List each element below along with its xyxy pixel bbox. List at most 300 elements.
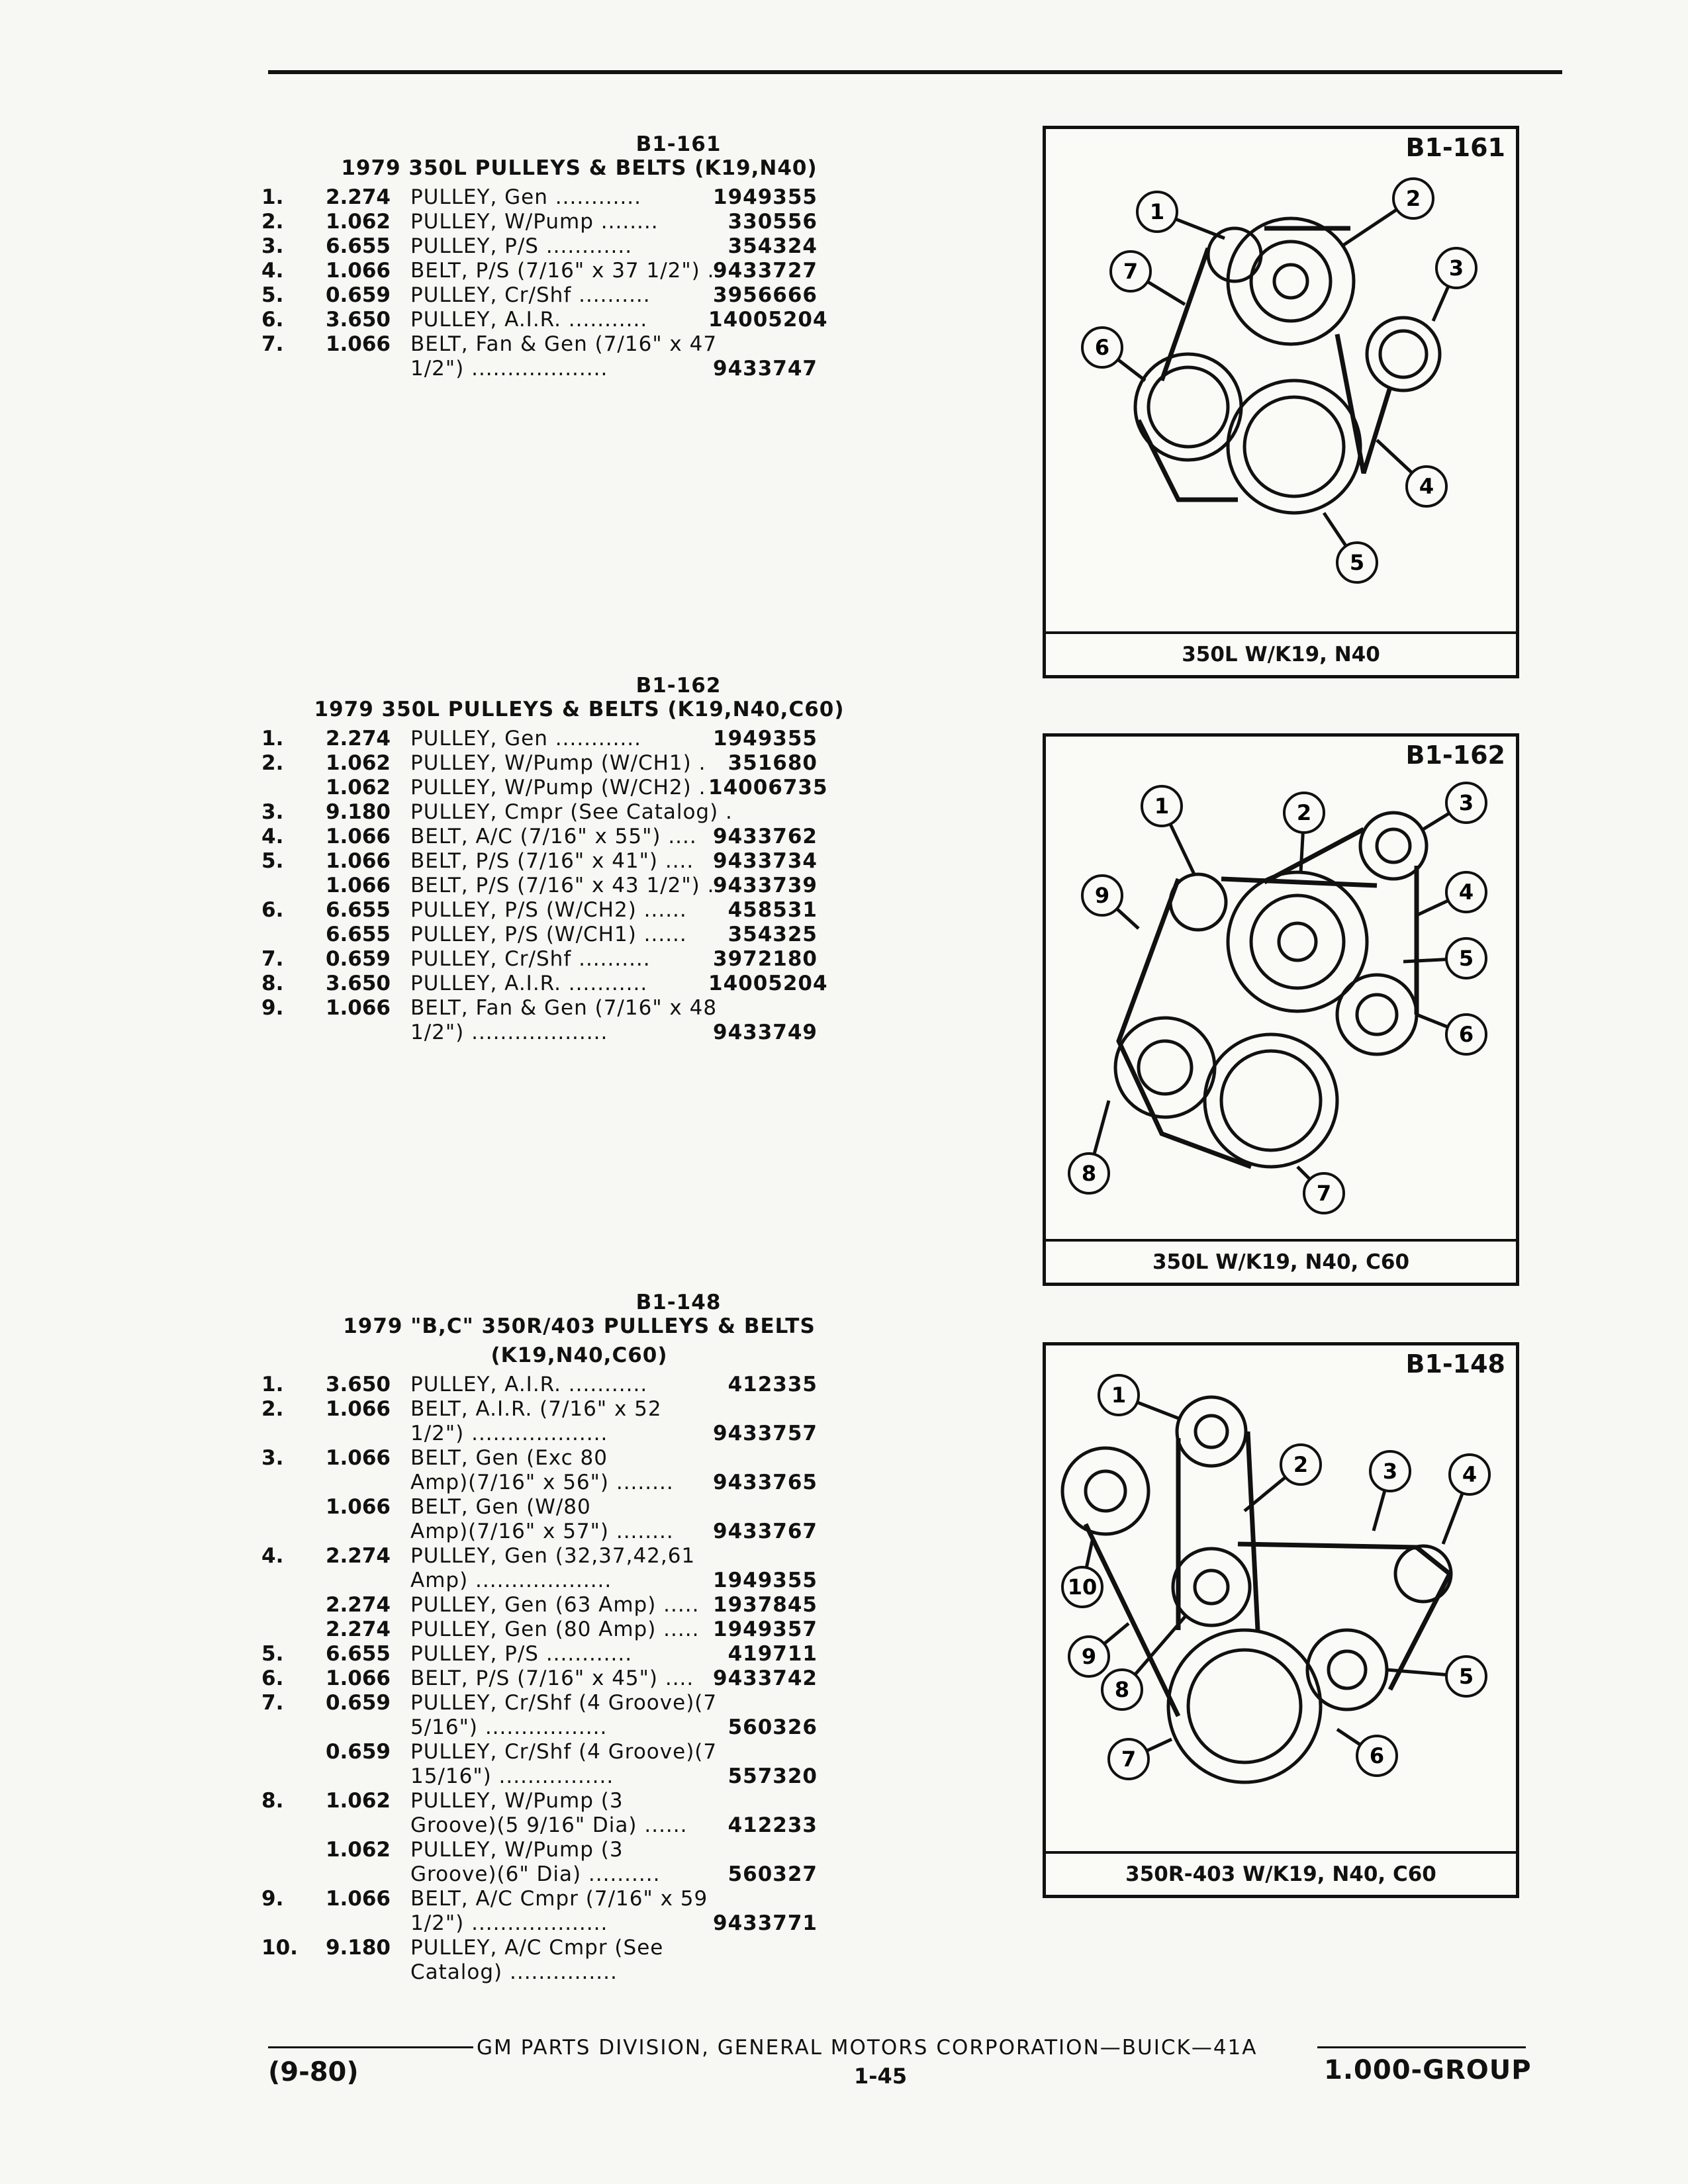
part-number (708, 1887, 818, 1911)
part-description: BELT, P/S (7/16" x 37 1/2") . (410, 259, 715, 283)
part-number: 14006735 (708, 776, 828, 799)
item-number: 7. (261, 332, 284, 356)
quantity-code (318, 1862, 410, 1887)
part-description: 1/2") ................... (410, 1911, 608, 1935)
callout-label: 3 (1382, 1459, 1398, 1484)
item-number: 10. (261, 1936, 298, 1960)
item-number: 5. (261, 1642, 284, 1666)
parts-section-b1-162 (261, 674, 897, 1045)
part-number: 560326 (727, 1715, 818, 1739)
footer-rule-left (268, 2046, 473, 2048)
water-pump-pulley (1173, 1549, 1250, 1625)
part-row (261, 1397, 897, 1422)
callout-label: 3 (1458, 790, 1474, 815)
item-number: 3. (261, 1446, 284, 1470)
callout-label: 5 (1458, 946, 1474, 971)
quantity-code (318, 1715, 410, 1740)
part-row (261, 1593, 897, 1617)
footer-rule-right (1317, 2046, 1526, 2048)
part-number: 412335 (727, 1373, 818, 1396)
callout-label: 7 (1316, 1181, 1332, 1206)
part-row (261, 1936, 897, 1960)
item-number: 9. (261, 1887, 284, 1911)
quantity-code: 1.066 (325, 874, 391, 897)
section-title: 1979 350L PULLEYS & BELTS (K19,N40,C60) (314, 698, 845, 721)
item-number (261, 1422, 318, 1446)
part-description: BELT, P/S (7/16" x 45") .... (410, 1666, 694, 1690)
callout-3 (1446, 783, 1486, 823)
part-number: 3972180 (713, 947, 818, 971)
item-number (261, 1715, 318, 1740)
item-number: 1. (261, 185, 284, 209)
part-description: Amp) ................... (410, 1569, 612, 1592)
part-description: Groove)(5 9/16" Dia) ...... (410, 1813, 688, 1837)
pulley-diagram (1046, 737, 1516, 1240)
part-row (261, 898, 897, 923)
part-description: PULLEY, W/Pump (W/CH1) . (410, 751, 706, 775)
parts-list (261, 185, 897, 381)
part-row (261, 259, 897, 283)
item-number: 6. (261, 1666, 284, 1690)
item-number (261, 1495, 318, 1520)
item-number: 2. (261, 751, 284, 775)
item-number (261, 874, 318, 898)
part-description: PULLEY, W/Pump (3 (410, 1789, 624, 1813)
part-row (261, 947, 897, 972)
parts-section-b1-161 (261, 132, 897, 381)
item-number (261, 357, 318, 381)
part-number (708, 1960, 818, 1985)
belt (1238, 1544, 1450, 1690)
part-row (261, 874, 897, 898)
part-row (261, 1642, 897, 1666)
figure-caption: 350R-403 W/K19, N40, C60 (1046, 1851, 1516, 1895)
part-description: BELT, Fan & Gen (7/16" x 47 (410, 332, 718, 356)
quantity-code: 9.180 (325, 1936, 391, 1960)
part-number: 9433765 (713, 1471, 818, 1494)
callout-4 (1450, 1455, 1489, 1494)
quantity-code: 3.650 (325, 308, 391, 332)
callout-6 (1357, 1736, 1397, 1776)
power-steering-pulley (1367, 318, 1440, 390)
callout-label: 6 (1369, 1743, 1385, 1768)
part-description: BELT, Gen (Exc 80 (410, 1446, 608, 1470)
part-description: BELT, A/C (7/16" x 55") .... (410, 825, 697, 848)
part-description: PULLEY, Gen (63 Amp) ..... (410, 1593, 700, 1617)
quantity-code (318, 1813, 410, 1838)
section-subtitle: (K19,N40,C60) (491, 1343, 668, 1367)
quantity-code: 6.655 (325, 1642, 391, 1666)
part-row (261, 1617, 897, 1642)
crankshaft-pulley (1205, 1034, 1337, 1167)
callout-label: 8 (1081, 1161, 1097, 1186)
part-description: PULLEY, P/S (W/CH1) ...... (410, 923, 687, 946)
quantity-code: 9.180 (325, 800, 391, 824)
part-row-continuation (261, 1764, 897, 1789)
part-number: 9433749 (713, 1021, 818, 1044)
callout-label: 2 (1296, 800, 1312, 825)
callout-7 (1304, 1173, 1344, 1213)
quantity-code: 0.659 (325, 1740, 391, 1764)
figure-caption: 350L W/K19, N40, C60 (1046, 1239, 1516, 1283)
callout-label: 7 (1121, 1747, 1137, 1772)
part-row-continuation (261, 1960, 897, 1985)
part-number: 9433734 (713, 849, 818, 873)
part-description: PULLEY, Cr/Shf .......... (410, 947, 651, 971)
item-number: 2. (261, 1397, 284, 1421)
figure-b1-162 (1043, 733, 1519, 1286)
item-number: 8. (261, 972, 284, 995)
item-number (261, 1813, 318, 1838)
callout-3 (1436, 248, 1476, 288)
part-description: PULLEY, Gen ............ (410, 727, 642, 751)
callout-6 (1082, 328, 1122, 367)
callout-label: 1 (1111, 1383, 1127, 1408)
part-row (261, 751, 897, 776)
part-description: 15/16") ................ (410, 1764, 614, 1788)
part-row (261, 776, 897, 800)
callout-9 (1082, 876, 1122, 915)
part-row-continuation (261, 1422, 897, 1446)
item-number (261, 1471, 318, 1495)
crankshaft-pulley (1228, 381, 1360, 513)
part-row (261, 1446, 897, 1471)
part-row (261, 1740, 897, 1764)
part-number: 1949355 (713, 185, 818, 209)
callout-1 (1099, 1375, 1139, 1415)
part-row (261, 1544, 897, 1569)
part-description: PULLEY, A.I.R. ........... (410, 1373, 648, 1396)
part-description: PULLEY, Cr/Shf .......... (410, 283, 651, 307)
item-number (261, 1569, 318, 1593)
part-number (708, 1789, 818, 1813)
part-number: 560327 (727, 1862, 818, 1886)
item-number (261, 1520, 318, 1544)
section-title: 1979 "B,C" 350R/403 PULLEYS & BELTS (343, 1314, 816, 1338)
part-description: PULLEY, Cmpr (See Catalog) . (410, 800, 733, 824)
part-number (708, 1397, 818, 1422)
quantity-code: 1.062 (325, 776, 391, 799)
quantity-code: 1.066 (325, 1666, 391, 1690)
parts-section-b1-148 (261, 1291, 897, 1985)
quantity-code: 1.062 (325, 210, 391, 234)
callout-5 (1337, 543, 1377, 582)
quantity-code (318, 1471, 410, 1495)
item-number: 6. (261, 898, 284, 922)
callout-8 (1069, 1154, 1109, 1193)
item-number: 5. (261, 283, 284, 307)
quantity-code (318, 1569, 410, 1593)
part-description: PULLEY, Gen (80 Amp) ..... (410, 1617, 700, 1641)
water-pump-pulley (1228, 218, 1354, 344)
item-number (261, 1838, 318, 1862)
callout-10 (1062, 1567, 1102, 1607)
callout-label: 5 (1458, 1664, 1474, 1689)
quantity-code: 1.066 (325, 1446, 391, 1470)
callout-label: 6 (1094, 335, 1110, 360)
callout-label: 6 (1458, 1022, 1474, 1047)
part-number: 1949355 (713, 1569, 818, 1592)
part-description: BELT, Gen (W/80 (410, 1495, 591, 1519)
callout-5 (1446, 938, 1486, 978)
part-description: BELT, P/S (7/16" x 41") .... (410, 849, 694, 873)
part-number (708, 1838, 818, 1862)
part-number (708, 1495, 818, 1520)
crankshaft-pulley (1168, 1630, 1321, 1782)
figure-b1-161 (1043, 126, 1519, 678)
part-description: PULLEY, Cr/Shf (4 Groove)(7 (410, 1691, 718, 1715)
part-description: PULLEY, P/S (W/CH2) ...... (410, 898, 687, 922)
part-number: 1949357 (713, 1617, 818, 1641)
part-row (261, 1887, 897, 1911)
callout-7 (1109, 1739, 1149, 1779)
callout-label: 4 (1419, 474, 1434, 499)
callout-8 (1102, 1670, 1142, 1709)
quantity-code: 6.655 (325, 234, 391, 258)
part-row (261, 800, 897, 825)
quantity-code: 1.062 (325, 751, 391, 775)
part-number: 412233 (727, 1813, 818, 1837)
part-number: 1937845 (713, 1593, 818, 1617)
part-number: 354324 (727, 234, 818, 258)
part-row-continuation (261, 357, 897, 381)
part-row-continuation (261, 1911, 897, 1936)
part-row (261, 185, 897, 210)
part-row (261, 727, 897, 751)
quantity-code (318, 1911, 410, 1936)
part-description: PULLEY, W/Pump ........ (410, 210, 659, 234)
part-number: 9433757 (713, 1422, 818, 1445)
part-number: 9433767 (713, 1520, 818, 1543)
part-row-continuation (261, 1569, 897, 1593)
item-number: 6. (261, 308, 284, 332)
callout-label: 4 (1458, 880, 1474, 905)
quantity-code: 2.274 (325, 1593, 391, 1617)
item-number (261, 1021, 318, 1045)
part-row (261, 1691, 897, 1715)
item-number (261, 1740, 318, 1764)
part-number: 14005204 (708, 308, 828, 332)
part-description: BELT, P/S (7/16" x 43 1/2") . (410, 874, 715, 897)
quantity-code (318, 1021, 410, 1045)
part-description: 1/2") ................... (410, 357, 608, 381)
part-description: PULLEY, A.I.R. ........... (410, 972, 648, 995)
quantity-code: 0.659 (325, 1691, 391, 1715)
quantity-code (318, 1960, 410, 1985)
part-number: 1949355 (713, 727, 818, 751)
quantity-code: 1.066 (325, 996, 391, 1020)
part-number: 9433771 (713, 1911, 818, 1935)
callout-4 (1446, 872, 1486, 912)
belt (1162, 228, 1390, 473)
item-number (261, 1593, 318, 1617)
part-number (708, 1691, 818, 1715)
part-row (261, 308, 897, 332)
part-number: 9433742 (713, 1666, 818, 1690)
quantity-code: 1.066 (325, 849, 391, 873)
footer-group: 1.000-GROUP (1324, 2055, 1532, 2085)
item-number (261, 776, 318, 800)
part-row (261, 972, 897, 996)
item-number: 3. (261, 234, 284, 258)
part-row (261, 1789, 897, 1813)
part-row (261, 849, 897, 874)
item-number (261, 923, 318, 947)
callout-label: 3 (1448, 255, 1464, 281)
part-description: PULLEY, Gen (32,37,42,61 (410, 1544, 696, 1568)
part-description: PULLEY, P/S ............ (410, 234, 633, 258)
figure-b1-148 (1043, 1342, 1519, 1898)
part-description: PULLEY, A/C Cmpr (See (410, 1936, 664, 1960)
part-number (708, 800, 818, 825)
quantity-code: 1.062 (325, 1789, 391, 1813)
part-description: 5/16") ................. (410, 1715, 608, 1739)
part-description: 1/2") ................... (410, 1422, 608, 1445)
callout-label: 2 (1405, 186, 1421, 211)
part-description: 1/2") ................... (410, 1021, 608, 1044)
callout-1 (1137, 192, 1177, 232)
part-description: PULLEY, W/Pump (W/CH2) . (410, 776, 706, 799)
callout-4 (1407, 467, 1446, 506)
part-row (261, 923, 897, 947)
callout-label: 2 (1293, 1452, 1309, 1477)
item-number: 3. (261, 800, 284, 824)
callout-1 (1142, 786, 1182, 826)
item-number (261, 1764, 318, 1789)
quantity-code: 1.066 (325, 825, 391, 848)
item-number: 1. (261, 727, 284, 751)
air-pump-pulley (1177, 1397, 1246, 1466)
callout-label: 4 (1462, 1462, 1477, 1487)
quantity-code: 0.659 (325, 947, 391, 971)
part-row-continuation (261, 1520, 897, 1544)
footer-credit: GM PARTS DIVISION, GENERAL MOTORS CORPORATION—BUICK—41A (477, 2036, 1258, 2060)
item-number (261, 1960, 318, 1985)
quantity-code: 1.066 (325, 259, 391, 283)
callout-7 (1111, 251, 1150, 291)
part-row (261, 1495, 897, 1520)
part-number: 9433739 (713, 874, 818, 897)
part-row (261, 996, 897, 1021)
part-row-continuation (261, 1471, 897, 1495)
page-number: 1-45 (854, 2064, 908, 2089)
part-number: 9433762 (713, 825, 818, 848)
part-row-continuation (261, 1715, 897, 1740)
item-number: 4. (261, 259, 284, 283)
section-code: B1-161 (635, 132, 722, 156)
item-number: 4. (261, 1544, 284, 1568)
part-description: Amp)(7/16" x 57") ........ (410, 1520, 674, 1543)
quantity-code: 0.659 (325, 283, 391, 307)
belt (1221, 829, 1417, 1015)
part-description: PULLEY, Gen ............ (410, 185, 642, 209)
section-code: B1-162 (635, 674, 722, 698)
item-number (261, 1617, 318, 1642)
quantity-code (318, 1422, 410, 1446)
part-number (708, 332, 818, 357)
callout-label: 1 (1154, 794, 1170, 819)
compressor-pulley (1062, 1448, 1149, 1534)
quantity-code: 2.274 (325, 1544, 391, 1568)
part-number: 458531 (727, 898, 818, 922)
part-description: BELT, A.I.R. (7/16" x 52 (410, 1397, 662, 1421)
quantity-code (318, 1520, 410, 1544)
quantity-code: 1.066 (325, 332, 391, 356)
figure-code: B1-161 (1405, 133, 1505, 162)
pulley-diagram (1046, 1345, 1516, 1848)
callout-label: 7 (1123, 259, 1139, 284)
callout-2 (1284, 793, 1324, 833)
part-number: 9433747 (713, 357, 818, 381)
part-number: 330556 (727, 210, 818, 234)
callout-6 (1446, 1015, 1486, 1054)
callout-5 (1446, 1657, 1486, 1696)
callout-2 (1281, 1445, 1321, 1484)
callout-label: 5 (1349, 550, 1365, 575)
pulley-diagram (1046, 129, 1516, 632)
callout-label: 1 (1149, 199, 1165, 224)
quantity-code (318, 357, 410, 381)
part-row (261, 332, 897, 357)
part-number: 557320 (727, 1764, 818, 1788)
item-number: 4. (261, 825, 284, 848)
part-number: 14005204 (708, 972, 828, 995)
callout-label: 10 (1067, 1574, 1098, 1600)
power-steering-pulley (1337, 975, 1417, 1054)
part-row-continuation (261, 1862, 897, 1887)
part-row (261, 234, 897, 259)
callout-label: 8 (1114, 1677, 1130, 1702)
quantity-code (318, 1764, 410, 1789)
part-number: 351680 (727, 751, 818, 775)
part-number (708, 1544, 818, 1569)
item-number: 5. (261, 849, 284, 873)
section-code: B1-148 (635, 1291, 722, 1314)
callout-9 (1069, 1637, 1109, 1676)
quantity-code: 3.650 (325, 1373, 391, 1396)
part-number: 9433727 (713, 259, 818, 283)
item-number: 9. (261, 996, 284, 1020)
quantity-code: 2.274 (325, 185, 391, 209)
quantity-code: 1.066 (325, 1495, 391, 1519)
figure-caption: 350L W/K19, N40 (1046, 631, 1516, 675)
part-number (708, 1740, 818, 1764)
callout-label: 9 (1081, 1644, 1097, 1669)
item-number: 7. (261, 947, 284, 971)
item-number: 8. (261, 1789, 284, 1813)
quantity-code: 1.066 (325, 1887, 391, 1911)
quantity-code: 6.655 (325, 898, 391, 922)
part-row (261, 825, 897, 849)
part-row (261, 1838, 897, 1862)
callout-3 (1370, 1451, 1410, 1491)
item-number: 1. (261, 1373, 284, 1396)
quantity-code: 3.650 (325, 972, 391, 995)
part-description: PULLEY, P/S ............ (410, 1642, 633, 1666)
part-row (261, 1666, 897, 1691)
part-number: 354325 (727, 923, 818, 946)
section-title: 1979 350L PULLEYS & BELTS (K19,N40) (341, 156, 818, 180)
item-number: 7. (261, 1691, 284, 1715)
callout-label: 9 (1094, 883, 1110, 908)
quantity-code: 2.274 (325, 727, 391, 751)
part-number (708, 1936, 818, 1960)
quantity-code: 2.274 (325, 1617, 391, 1641)
quantity-code: 1.062 (325, 1838, 391, 1862)
part-row (261, 210, 897, 234)
parts-list (261, 727, 897, 1045)
quantity-code: 6.655 (325, 923, 391, 946)
